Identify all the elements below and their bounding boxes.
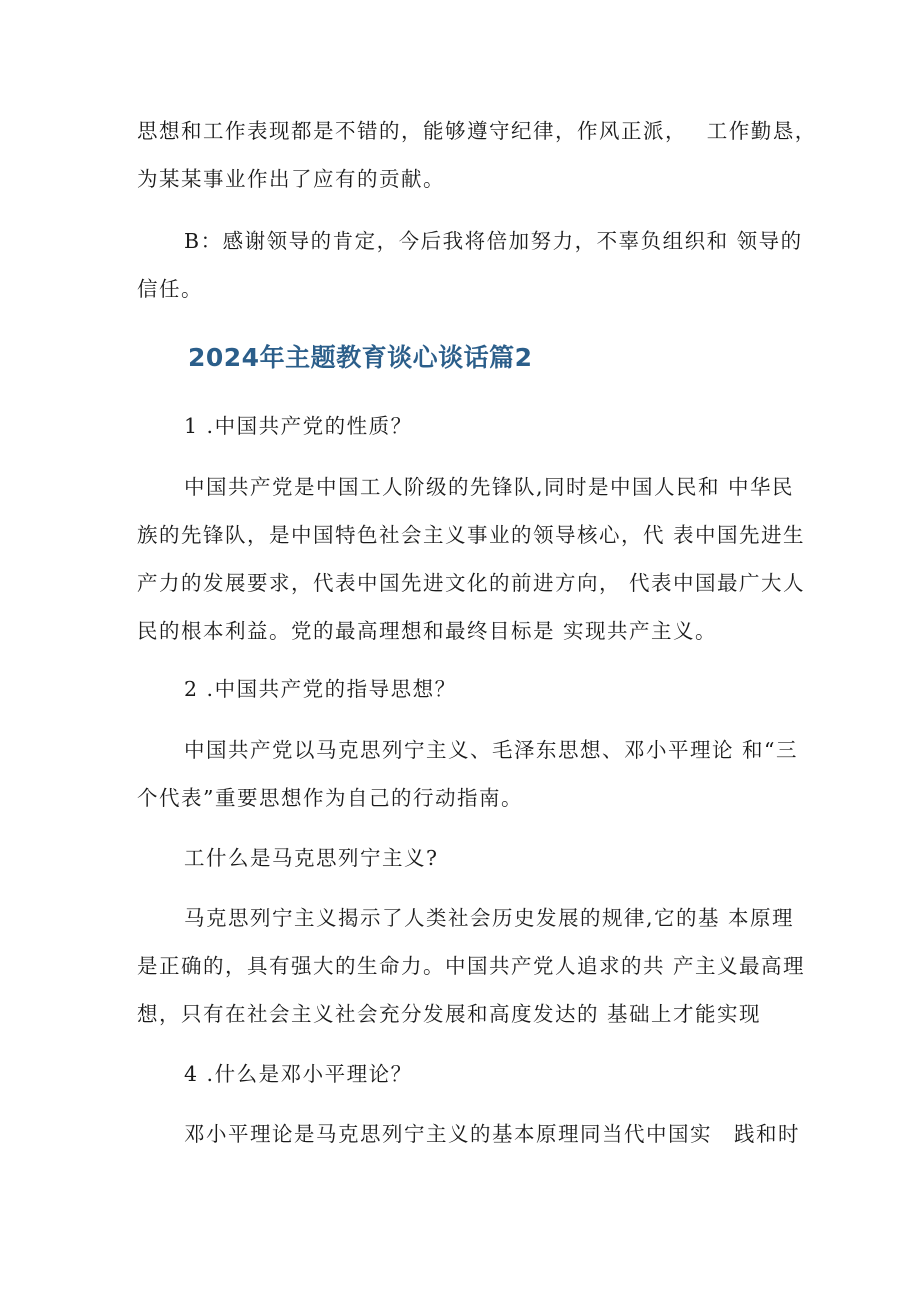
answer-3 <box>137 894 806 1038</box>
text-line: 民的根本利益。党的最高理想和最终目标是 实现共产主义。 <box>137 619 718 643</box>
question-text: 工什么是马克思列宁主义? <box>184 846 439 870</box>
question-text: 1 .中国共产党的性质？ <box>184 414 413 438</box>
text-line: 中国共产党以马克思列宁主义、毛泽东思想、邓小平理论 和“三 <box>184 738 798 762</box>
text-line: B：感谢领导的肯定，今后我将倍加努力，不辜负组织和 领导的 <box>184 229 803 253</box>
text-line: 马克思列宁主义揭示了人类社会历史发展的规律,它的基 本原理 <box>184 906 795 930</box>
question-4 <box>137 1050 802 1098</box>
question-1 <box>137 402 802 450</box>
intro-paragraph-1 <box>137 107 817 203</box>
text-line: 邓小平理论是马克思列宁主义的基本原理同当代中国实 践和时 <box>184 1122 800 1146</box>
question-2 <box>137 665 802 713</box>
text-line: 中国共产党是中国工人阶级的先锋队,同时是中国人民和 中华民 <box>184 475 795 499</box>
question-text: 4 .什么是邓小平理论？ <box>184 1062 413 1086</box>
question-3 <box>137 834 802 882</box>
question-text: 2 .中国共产党的指导思想？ <box>184 677 457 701</box>
text-line: 个代表”重要思想作为自己的行动指南。 <box>137 786 523 810</box>
text-line: 想，只有在社会主义社会充分发展和高度发达的 基础上才能实现 <box>137 1002 762 1026</box>
text-line: 产力的发展要求，代表中国先进文化的前进方向， 代表中国最广大人 <box>137 571 806 595</box>
answer-4 <box>137 1110 802 1158</box>
text-line: 为某某事业作出了应有的贡献。 <box>137 167 445 191</box>
text-line: 思想和工作表现都是不错的，能够遵守纪律，作风正派， 工作勤恳， <box>137 119 817 143</box>
text-line: 是正确的，具有强大的生命力。中国共产党人追求的共 产主义最高理 <box>137 954 806 978</box>
text-line: 族的先锋队，是中国特色社会主义事业的领导核心，代 表中国先进生 <box>137 523 806 547</box>
intro-paragraph-2 <box>137 217 802 313</box>
answer-1 <box>137 463 806 655</box>
section-title: 2024年主题教育谈心谈话篇2 <box>188 343 533 372</box>
text-line: 信任。 <box>137 277 203 301</box>
answer-2 <box>137 726 802 822</box>
